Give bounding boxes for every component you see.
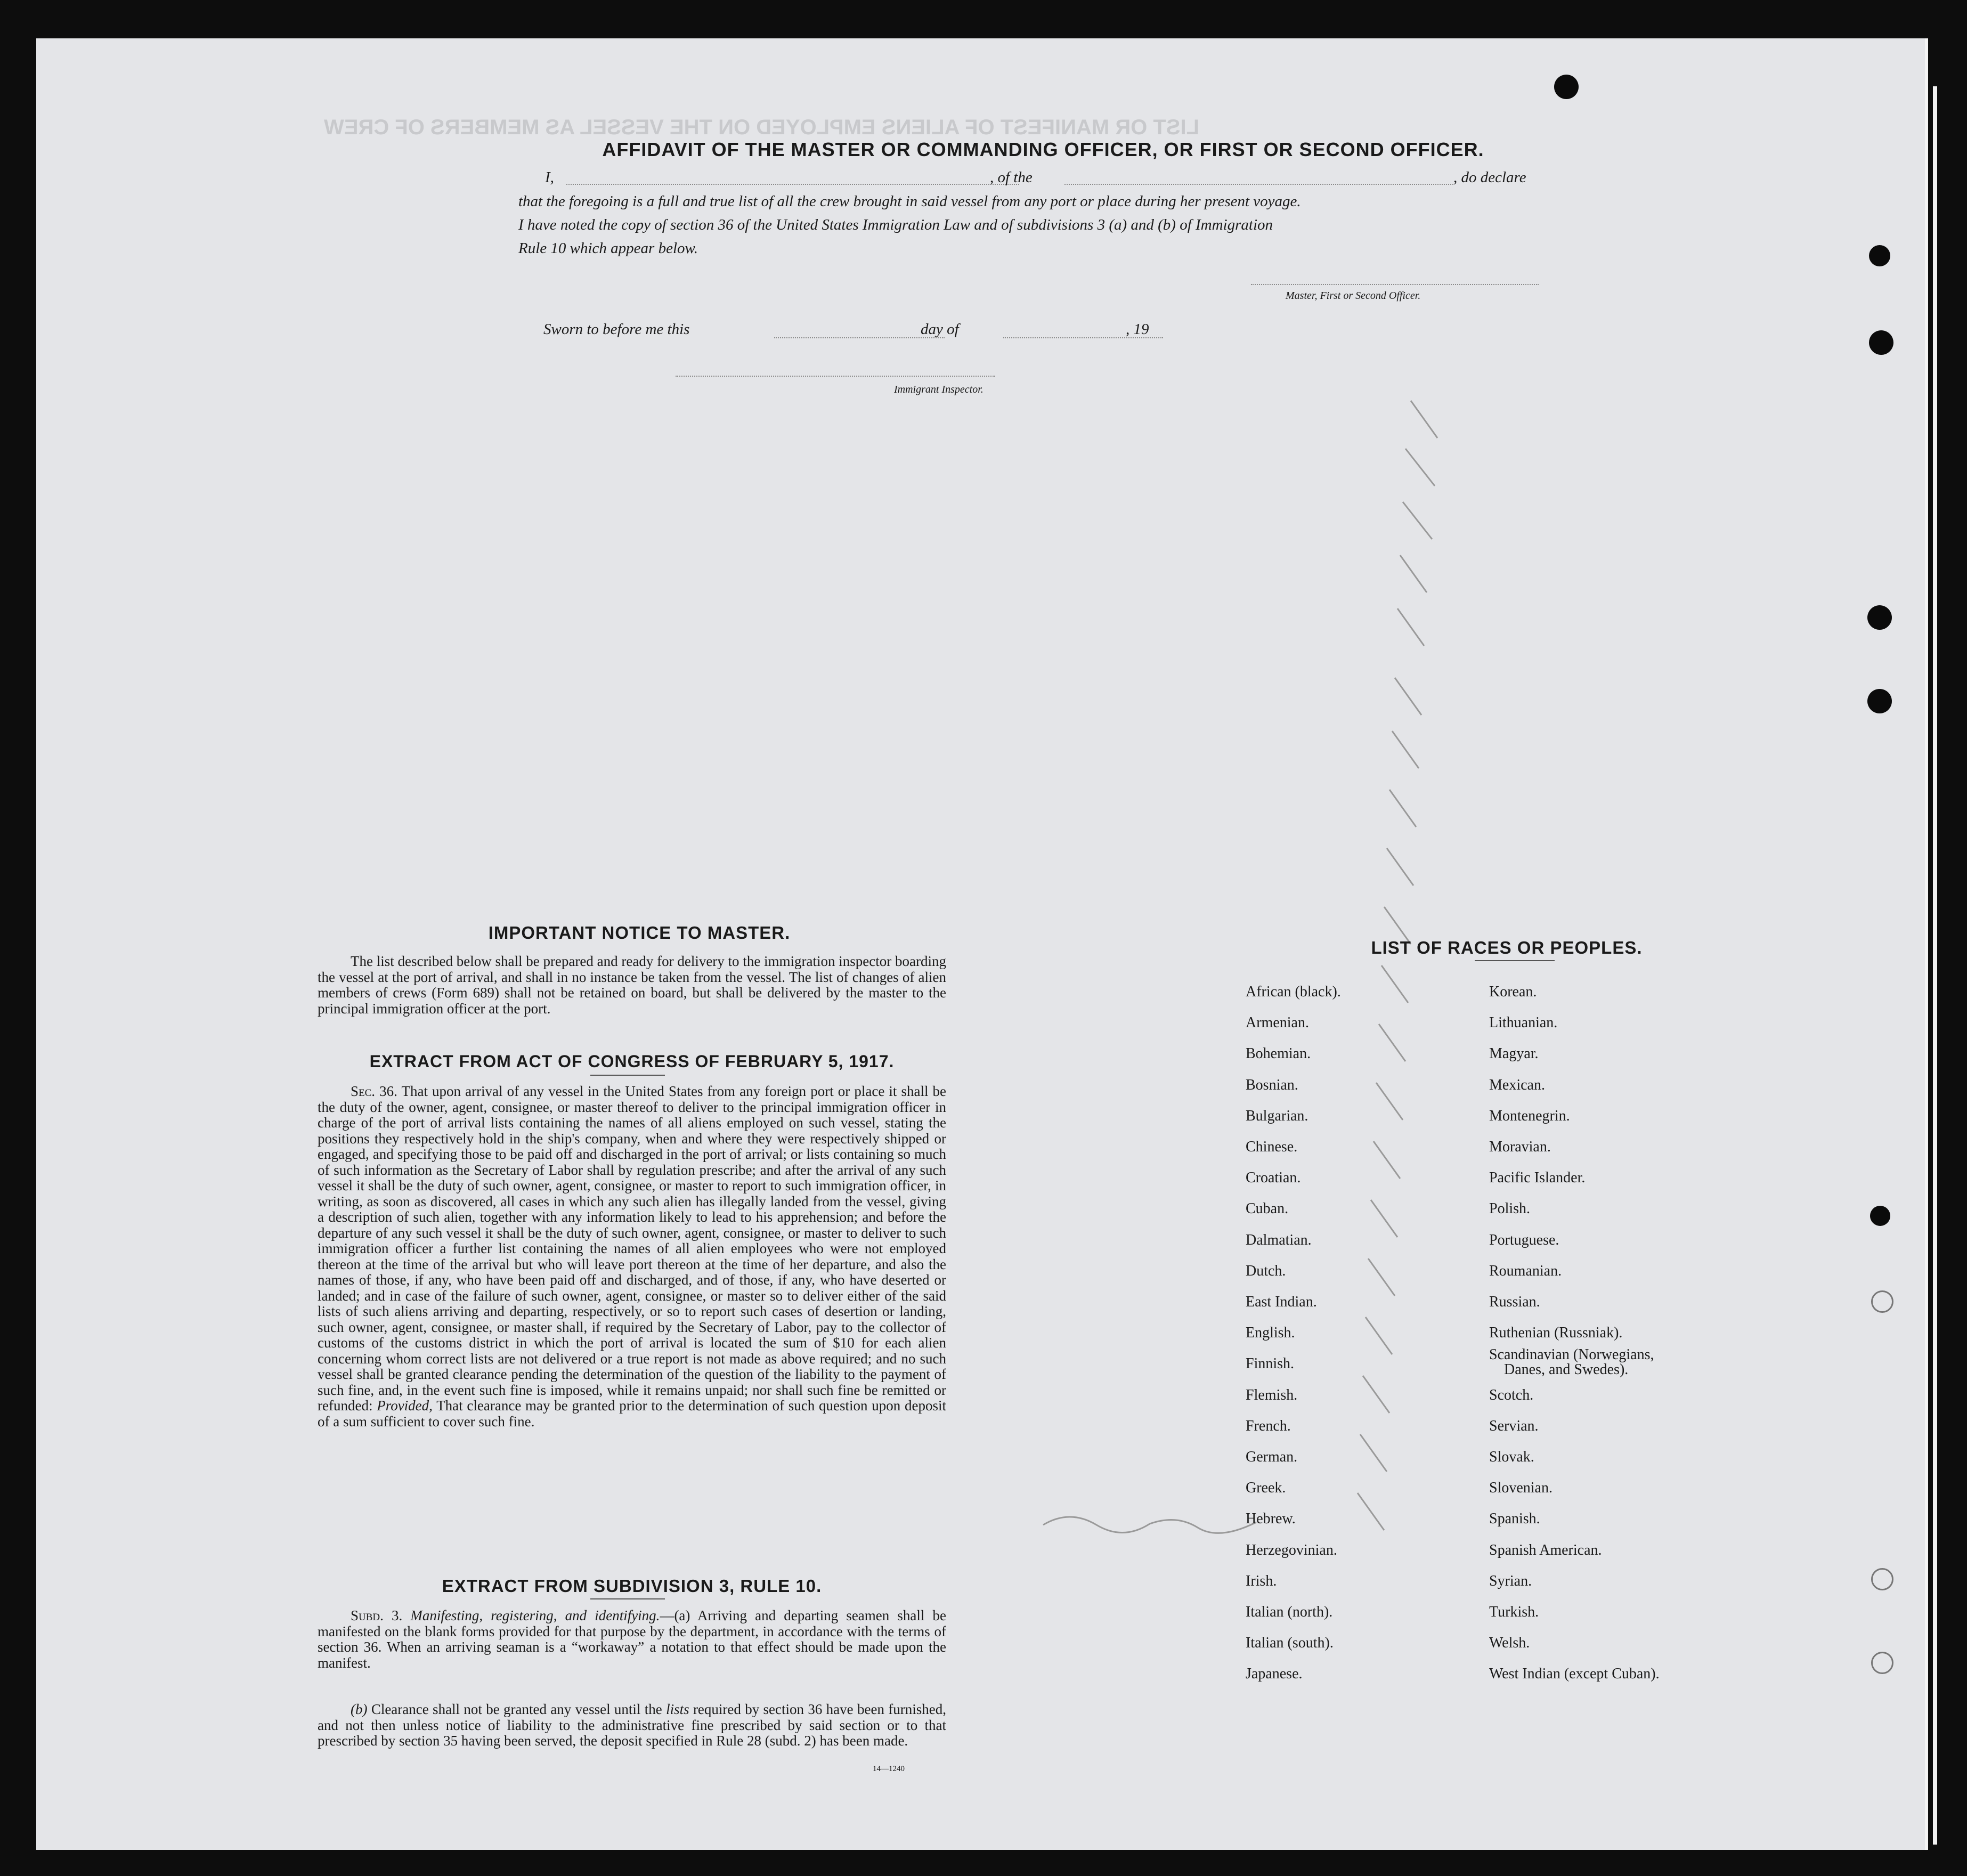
race-item: Bulgarian. bbox=[1246, 1107, 1308, 1124]
race-item: Spanish American. bbox=[1489, 1541, 1602, 1558]
notice-text: The list described below shall be prepared and ready for delivery to the immigration inspector boarding the vessel at the port of arrival, and shall in no instance be taken from the vessel. The list of changes of alien members of crews (Form 689) shall not be retained on board, but shall be delivered by the master to the principal immigration officer at the port. bbox=[318, 953, 946, 1017]
race-item: German. bbox=[1246, 1449, 1298, 1465]
subd-heading: Manifesting, registering, and identifying. bbox=[410, 1607, 660, 1623]
race-item: Slovenian. bbox=[1489, 1480, 1553, 1497]
race-item: Russian. bbox=[1489, 1294, 1540, 1310]
extract-act-title: EXTRACT FROM ACT OF CONGRESS OF FEBRUARY 5, 1917. bbox=[369, 1052, 895, 1071]
master-signature-field[interactable] bbox=[1251, 283, 1539, 285]
race-item: African (black). bbox=[1246, 984, 1341, 1000]
subd-b-label: (b) bbox=[351, 1701, 368, 1717]
race-item: Croatian. bbox=[1246, 1170, 1301, 1187]
race-item: Pacific Islander. bbox=[1489, 1170, 1586, 1187]
punch-hole bbox=[1869, 330, 1893, 355]
provided-italic: Provided, bbox=[377, 1398, 433, 1414]
race-item: Bohemian. bbox=[1246, 1045, 1311, 1062]
race-item: Scotch. bbox=[1489, 1386, 1534, 1403]
race-item: Flemish. bbox=[1246, 1386, 1298, 1403]
section-36-label: Sec. 36. bbox=[351, 1083, 397, 1099]
affidavit-title: AFFIDAVIT OF THE MASTER OR COMMANDING OFFICER, OR FIRST OR SECOND OFFICER. bbox=[602, 139, 1484, 160]
title-rule bbox=[590, 1075, 665, 1076]
title-rule-2 bbox=[590, 1598, 665, 1599]
subdivision-3b-text bbox=[318, 1702, 946, 1749]
affidavit-declare: , do declare bbox=[1453, 169, 1526, 186]
bleed-through-title: LIST OR MANIFEST OF ALIENS EMPLOYED ON THE VESSEL AS MEMBERS OF CREW bbox=[324, 116, 1200, 139]
sworn-day-field[interactable] bbox=[774, 337, 945, 338]
affidavit-of-the: , of the bbox=[990, 169, 1033, 186]
race-item: Hebrew. bbox=[1246, 1510, 1296, 1528]
race-item: Finnish. bbox=[1246, 1355, 1295, 1373]
race-item: Magyar. bbox=[1489, 1045, 1539, 1062]
vessel-field[interactable] bbox=[1064, 183, 1453, 185]
affidavit-line-2: that the foregoing is a full and true list of all the crew brought in said vessel from any port or place during her present voyage. bbox=[518, 193, 1301, 210]
race-item: English. bbox=[1246, 1325, 1295, 1342]
race-item: Welsh. bbox=[1489, 1635, 1530, 1652]
punch-hole-ring bbox=[1871, 1290, 1893, 1313]
master-signature-label: Master, First or Second Officer. bbox=[1286, 290, 1421, 302]
punch-hole bbox=[1867, 605, 1892, 630]
race-item: Herzegovinian. bbox=[1246, 1541, 1337, 1558]
extract-rule-title: EXTRACT FROM SUBDIVISION 3, RULE 10. bbox=[442, 1576, 822, 1596]
races-title-rule bbox=[1475, 960, 1555, 961]
race-item: Slovak. bbox=[1489, 1449, 1534, 1465]
race-item: Armenian. bbox=[1246, 1014, 1309, 1032]
affidavit-line-4: Rule 10 which appear below. bbox=[518, 240, 698, 257]
pencil-scribble bbox=[1038, 1504, 1262, 1541]
name-field[interactable] bbox=[566, 183, 1019, 185]
race-item: Ruthenian (Russniak). bbox=[1489, 1325, 1623, 1342]
subd-label: Subd. 3. bbox=[351, 1607, 403, 1623]
race-item: Mexican. bbox=[1489, 1076, 1545, 1093]
race-item: Servian. bbox=[1489, 1417, 1539, 1434]
subd-a-body: —(a) Arriving and departing seamen shall be manifested on the blank forms provided for that purpose by the department, in accordance with the terms of section 36. When an arriving seaman is a “workaway” a notation to that effect should be made upon the manifest. bbox=[318, 1607, 946, 1671]
race-item: Polish. bbox=[1489, 1200, 1531, 1217]
punch-hole-ring bbox=[1871, 1568, 1893, 1590]
race-item: Italian (south). bbox=[1246, 1635, 1334, 1652]
subdivision-3a-text bbox=[318, 1608, 946, 1671]
section-36-text bbox=[318, 1084, 946, 1430]
punch-hole bbox=[1554, 75, 1579, 99]
race-item: Montenegrin. bbox=[1489, 1107, 1570, 1124]
punch-hole bbox=[1867, 689, 1892, 713]
race-item: Moravian. bbox=[1489, 1139, 1551, 1155]
lists-italic: lists bbox=[666, 1701, 689, 1717]
page-edge bbox=[1933, 86, 1937, 1845]
punch-hole bbox=[1870, 1206, 1890, 1226]
race-item: Greek. bbox=[1246, 1480, 1286, 1497]
race-item: Italian (north). bbox=[1246, 1604, 1333, 1620]
affidavit-line-3: I have noted the copy of section 36 of the United States Immigration Law and of subdivisions 3 (a) and (b) of Immigration bbox=[518, 216, 1273, 233]
punch-hole bbox=[1869, 245, 1890, 266]
race-item: Bosnian. bbox=[1246, 1076, 1298, 1093]
year-label: , 19 bbox=[1126, 321, 1149, 338]
sworn-label: Sworn to before me this bbox=[543, 321, 690, 338]
race-item: Roumanian. bbox=[1489, 1262, 1562, 1279]
pencil-ditto-marks bbox=[1347, 369, 1485, 1701]
race-item: Chinese. bbox=[1246, 1139, 1298, 1155]
document-page bbox=[36, 38, 1928, 1850]
race-item: Syrian. bbox=[1489, 1572, 1532, 1589]
day-of-label: day of bbox=[921, 321, 959, 338]
race-item: Cuban. bbox=[1246, 1200, 1289, 1217]
race-item: Japanese. bbox=[1246, 1666, 1303, 1683]
subd-b-body-1: Clearance shall not be granted any vessel until the bbox=[371, 1701, 662, 1717]
section-36-end: That clearance may be granted prior to the determination of such question upon deposit of a sum sufficient to cover such fine. bbox=[318, 1398, 947, 1430]
races-title: LIST OF RACES OR PEOPLES. bbox=[1371, 938, 1643, 957]
affidavit-i: I, bbox=[545, 169, 554, 186]
race-item: Dutch. bbox=[1246, 1262, 1286, 1279]
section-36-body: That upon arrival of any vessel in the United States from any foreign port or place it shall be the duty of the owner, agent, consignee, or master thereof to deliver to the principal immigration officer in charge of the port of arrival lists containing the names of all aliens employed on such vessel, stating the positions they respectively hold in the ship's company, when and where they were respectively shipped or engaged, and specifying those to be paid off and discharged in the port of arrival; or lists containing so much of such information as the Secretary of Labor shall by regulation prescribe; and after the arrival of any such vessel it shall be the duty of such owner, agent, consignee, or master to report to such immigration officer, in writing, as soon as discovered, all cases in which any such alien has illegally landed from the vessel, giving a description of such alien, together with any information likely to lead to his apprehension; and before the departure of any such vessel it shall be the duty of such owner, agent, consignee, or master to deliver to such immigration officer a further list containing the names of all alien employees who were not employed thereon at the time of the arrival but who will leave port thereon at the time of her departure, and also the names of those, if any, who have been paid off and discharged, and of those, if any, who have deserted or landed; and in case of the failure of such owner, agent, consignee, or master so to deliver either of the said lists of such aliens arriving and departing, respectively, or so to report such cases of desertion or landing, such owner, agent, consignee, or master shall, if required by the Secretary of Labor, pay to the collector of customs of the customs district in which the port of arrival is located the sum of $10 for each alien concerning whom correct lists are not delivered or a true report is not made as above required; and no such vessel shall be granted clearance pending the determination of the question of the liability to the payment of such fine, and, in the event such fine is imposed, while it remains unpaid; nor shall such fine be remitted or refunded: bbox=[318, 1083, 947, 1414]
subd-b-body-2: required by section 36 have been furnished, and not then unless notice of liability to the administrative fine prescribed by said section or to that prescribed by section 35 having been served, the deposit specified in Rule 28 (subd. 2) has been made. bbox=[318, 1701, 946, 1749]
race-item: Irish. bbox=[1246, 1572, 1277, 1589]
inspector-label: Immigrant Inspector. bbox=[894, 384, 983, 395]
race-item: Portuguese. bbox=[1489, 1231, 1559, 1248]
race-item: Scandinavian (Norwegians, Danes, and Swedes). bbox=[1489, 1346, 1654, 1378]
inspector-signature-field[interactable] bbox=[676, 375, 995, 377]
form-number: 14—1240 bbox=[873, 1765, 905, 1773]
notice-title: IMPORTANT NOTICE TO MASTER. bbox=[488, 923, 791, 943]
race-item: West Indian (except Cuban). bbox=[1489, 1666, 1660, 1683]
race-item: Spanish. bbox=[1489, 1510, 1540, 1528]
punch-hole-ring bbox=[1871, 1652, 1893, 1674]
race-item: Korean. bbox=[1489, 984, 1537, 1000]
race-item: Lithuanian. bbox=[1489, 1014, 1558, 1032]
race-item: East Indian. bbox=[1246, 1294, 1317, 1310]
race-item: Dalmatian. bbox=[1246, 1231, 1312, 1248]
race-item: Turkish. bbox=[1489, 1604, 1539, 1620]
race-item: French. bbox=[1246, 1417, 1291, 1434]
